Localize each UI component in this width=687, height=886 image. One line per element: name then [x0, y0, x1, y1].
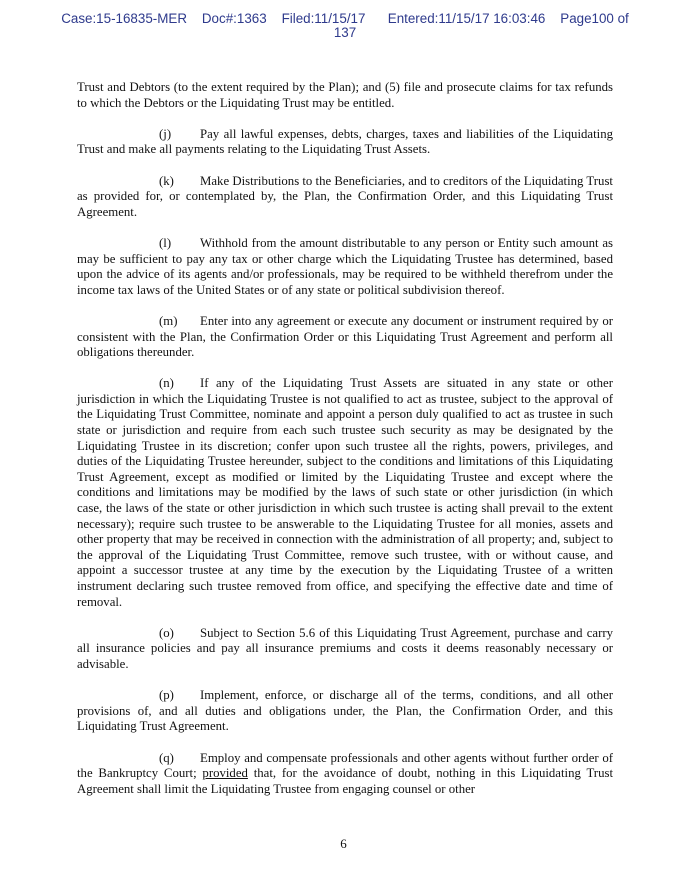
item-marker: (q): [159, 750, 174, 765]
paragraph-text: If any of the Liquidating Trust Assets are situated in any state or other jurisdiction in which the Liquidating Trustee is not qualified to act as trustee, subject to the approval of the Liquidating Trust Committee, nominate and appoint a person duly qualified to act as trustee in such state or jurisdiction and require from each such trustee such security as may be designated by the Liquidating Trustee in its discretion; confer upon such trustee all the rights, powers, privileges, and duties of the Liquidating Trustee hereunder, subject to the conditions and limitations of this Liquidating Trust Agreement, except as modified or limited by the Liquidating Trustee and except where the conditions and limitations may be modified by the laws of such state or other jurisdiction (in which case, the laws of the state or other jurisdiction in which such trustee is acting shall prevail to the extent necessary); require such trustee to be answerable to the Liquidating Trustee for all monies, assets and other property that may be received in connection with the administration of all property; and, subject to the approval of the Liquidating Trust Committee, remove such trustee, with or without cause, and appoint a successor trustee at any time by the execution by the Liquidating Trustee of a written instrument declaring such trustee removed from office, and specifying the effective date and time of removal.: [77, 376, 613, 609]
document-body: [77, 80, 613, 813]
page-of: Page100 of: [560, 11, 629, 26]
page-total: 137: [333, 25, 357, 40]
paragraph-q: [77, 751, 613, 798]
item-marker: (k): [159, 173, 174, 188]
paragraph-text: Pay all lawful expenses, debts, charges, taxes and liabilities of the Liquidating Trust and make all payments relating to the Liquidating Trust Assets.: [77, 126, 613, 157]
paragraph-l: [77, 236, 613, 298]
paragraph-text: Employ and compensate professionals and other agents without further order of the Bankruptcy Court;: [77, 750, 613, 781]
page-number: 6: [340, 836, 347, 851]
item-marker: (j): [159, 126, 172, 141]
filed-date: Filed:11/15/17: [281, 11, 366, 26]
paragraph-text: Subject to Section 5.6 of this Liquidating Trust Agreement, purchase and carry all insurance policies and pay all insurance premiums and costs it deems reasonably necessary or advisable.: [77, 625, 613, 671]
paragraph-text: Make Distributions to the Beneficiaries, and to creditors of the Liquidating Trust as provided for, or contemplated by, the Plan, the Confirmation Order, and this Liquidating Trust Agreement.: [77, 173, 613, 219]
entered-date: Entered:11/15/17 16:03:46: [387, 11, 546, 26]
court-filing-header: [40, 12, 650, 40]
paragraph-text: Implement, enforce, or discharge all of the terms, conditions, and all other provisions of, and all duties and obligations under, the Plan, the Confirmation Order, and this Liquidating Trust Agreement.: [77, 688, 613, 734]
case-number: Case:15-16835-MER: [61, 11, 187, 26]
item-marker: (n): [159, 376, 174, 391]
paragraph-j: [77, 127, 613, 158]
doc-number: Doc#:1363: [201, 11, 267, 26]
underlined-term: provided: [202, 766, 248, 781]
paragraph-text: Enter into any agreement or execute any document or instrument required by or consistent with the Plan, the Confirmation Order or this Liquidating Trust Agreement and perform all obligations thereunder.: [77, 313, 613, 360]
paragraph-text: Withhold from the amount distributable to any person or Entity such amount as may be sufficient to pay any tax or other charge which the Liquidating Trustee has determined, based upon the advice of its agents and/or professionals, may be required to be withheld therefrom under the income tax laws of the United States or of any state or political subdivision thereof.: [77, 235, 613, 297]
item-marker: (o): [159, 625, 174, 640]
item-marker: (p): [159, 688, 174, 703]
paragraph-n: [77, 376, 613, 610]
paragraph-o: [77, 626, 613, 673]
paragraph-p: [77, 688, 613, 735]
paragraph-text: Trust and Debtors (to the extent required by the Plan); and (5) file and prosecute claims for tax refunds to which the Debtors or the Liquidating Trust may be entitled.: [77, 80, 613, 110]
item-marker: (m): [159, 313, 178, 328]
paragraph-continuation: [77, 80, 613, 111]
paragraph-m: [77, 314, 613, 361]
paragraph-k: [77, 174, 613, 221]
paragraph-text: that, for the avoidance of doubt, nothing in this Liquidating Trust Agreement shall limit the Liquidating Trustee from engaging counsel or other: [77, 766, 614, 796]
item-marker: (l): [159, 235, 172, 250]
